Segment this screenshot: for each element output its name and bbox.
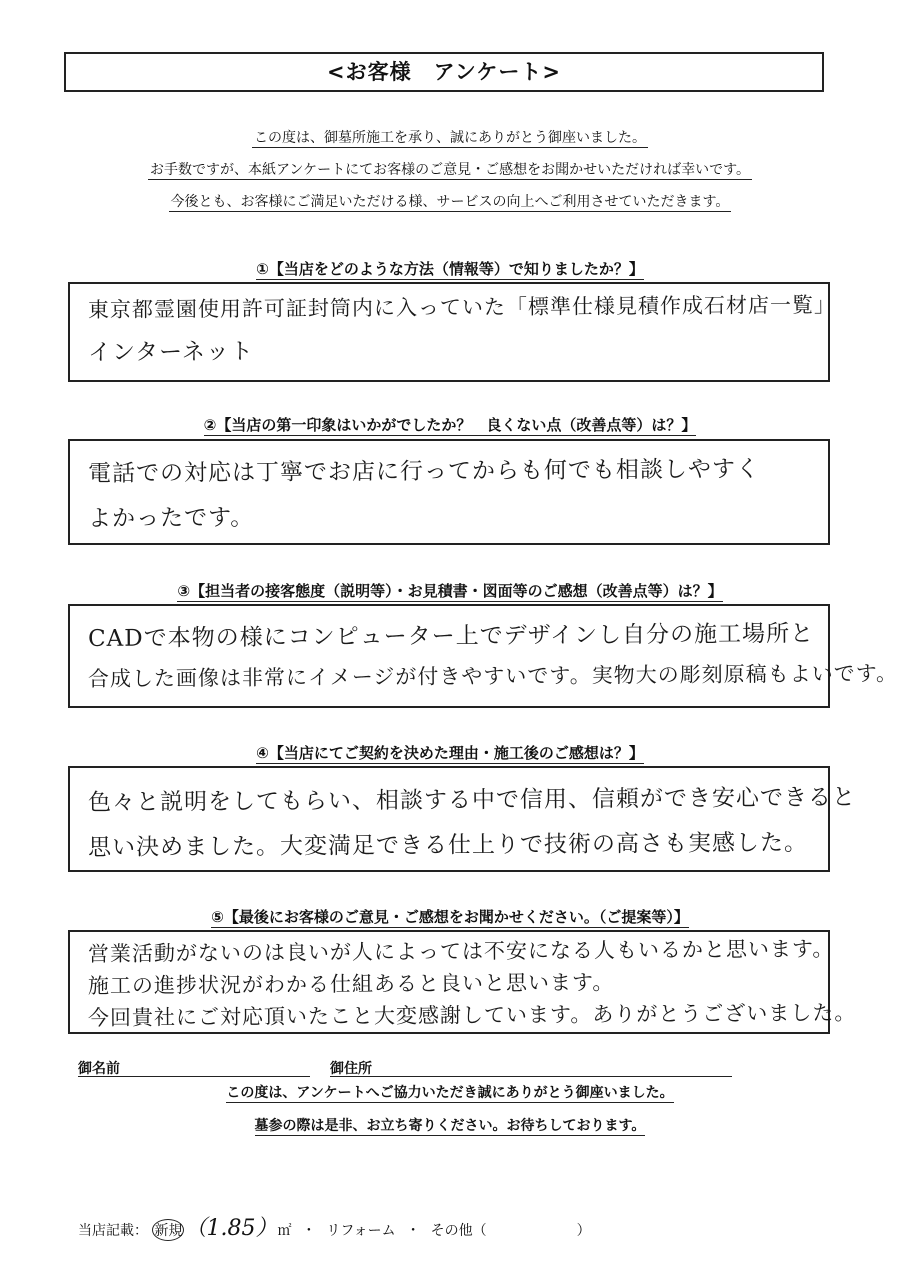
intro-line-1: この度は、御墓所施工を承り、誠にありがとう御座いました。 xyxy=(254,130,646,146)
address-label: 御住所 xyxy=(330,1061,372,1077)
other-option: その他（ xyxy=(430,1223,487,1239)
answer-line: 今回貴社にご対応頂いたこと大変感謝しています。ありがとうございました。 xyxy=(87,1000,857,1030)
question-3-label: ③【担当者の接客態度（説明等）・お見積書・図面等のご感想（改善点等）は？】 xyxy=(177,582,723,600)
question-5-label: ⑤【最後にお客様のご意見・ご感想をお聞かせください。（ご提案等）】 xyxy=(211,908,689,926)
answer-line: よかったです。 xyxy=(87,504,255,532)
question-1-label: ①【当店をどのような方法（情報等）で知りましたか？】 xyxy=(256,260,644,278)
separator: ・ xyxy=(406,1223,421,1239)
page-title: <お客様 アンケート> xyxy=(64,52,824,92)
other-close: ） xyxy=(576,1223,591,1239)
answer-line: インターネット xyxy=(87,338,255,366)
question-2-answer-box xyxy=(68,439,830,545)
answer-line: 色々と説明をしてもらい、相談する中で信用、信頼ができ安心できると xyxy=(87,784,857,816)
office-record xyxy=(78,1211,591,1242)
answer-line: 思い決めました。大変満足できる仕上りで技術の高さも実感した。 xyxy=(87,829,809,861)
intro-line-3: 今後とも、お客様にご満足いただける様、サービスの向上へご利用させていただきます。 xyxy=(170,194,730,210)
office-record-label: 当店記載： xyxy=(78,1223,148,1239)
new-option: 新規 xyxy=(152,1219,184,1241)
question-4-answer-box xyxy=(68,766,857,872)
question-3-answer-box xyxy=(68,604,899,708)
area-unit: ㎡ xyxy=(277,1223,292,1239)
question-4-label: ④【当店にてご契約を決めた理由・施工後のご感想は？】 xyxy=(256,744,644,762)
answer-line: 施工の進捗状況がわかる仕組あると良いと思います。 xyxy=(87,970,615,998)
answer-line: 電話での対応は丁寧でお店に行ってからも何でも相談しやすく xyxy=(87,456,761,487)
intro-line-2: お手数ですが、本紙アンケートにてお客様のご意見・ご感想をお聞かせいただければ幸いです。 xyxy=(149,162,751,178)
closing-line-2: 墓参の際は是非、お立ち寄りください。お待ちしております。 xyxy=(254,1118,646,1134)
answer-line: 営業活動がないのは良いが人によっては不安になる人もいるかと思います。 xyxy=(87,936,835,966)
answer-line: 東京都霊園使用許可証封筒内に入っていた「標準仕様見積作成石材店一覧」 xyxy=(87,292,837,322)
question-1-answer-box xyxy=(68,282,837,382)
address-field-line[interactable] xyxy=(330,1076,732,1077)
area-value: （1.85） xyxy=(184,1216,278,1241)
answer-line: 合成した画像は非常にイメージが付きやすいです。実物大の彫刻原稿もよいです。 xyxy=(87,661,899,691)
answer-line: CADで本物の様にコンピューター上でデザインし自分の施工場所と xyxy=(87,620,815,652)
question-5-answer-box xyxy=(68,930,857,1034)
question-2-label: ②【当店の第一印象はいかがでしたか？ 良くない点（改善点等）は？】 xyxy=(203,416,697,434)
name-label: 御名前 xyxy=(78,1061,120,1077)
name-field-line[interactable] xyxy=(78,1076,310,1077)
separator: ・ xyxy=(301,1223,316,1239)
reform-option: リフォーム xyxy=(326,1223,396,1239)
closing-line-1: この度は、アンケートへご協力いただき誠にありがとう御座いました。 xyxy=(226,1085,674,1101)
